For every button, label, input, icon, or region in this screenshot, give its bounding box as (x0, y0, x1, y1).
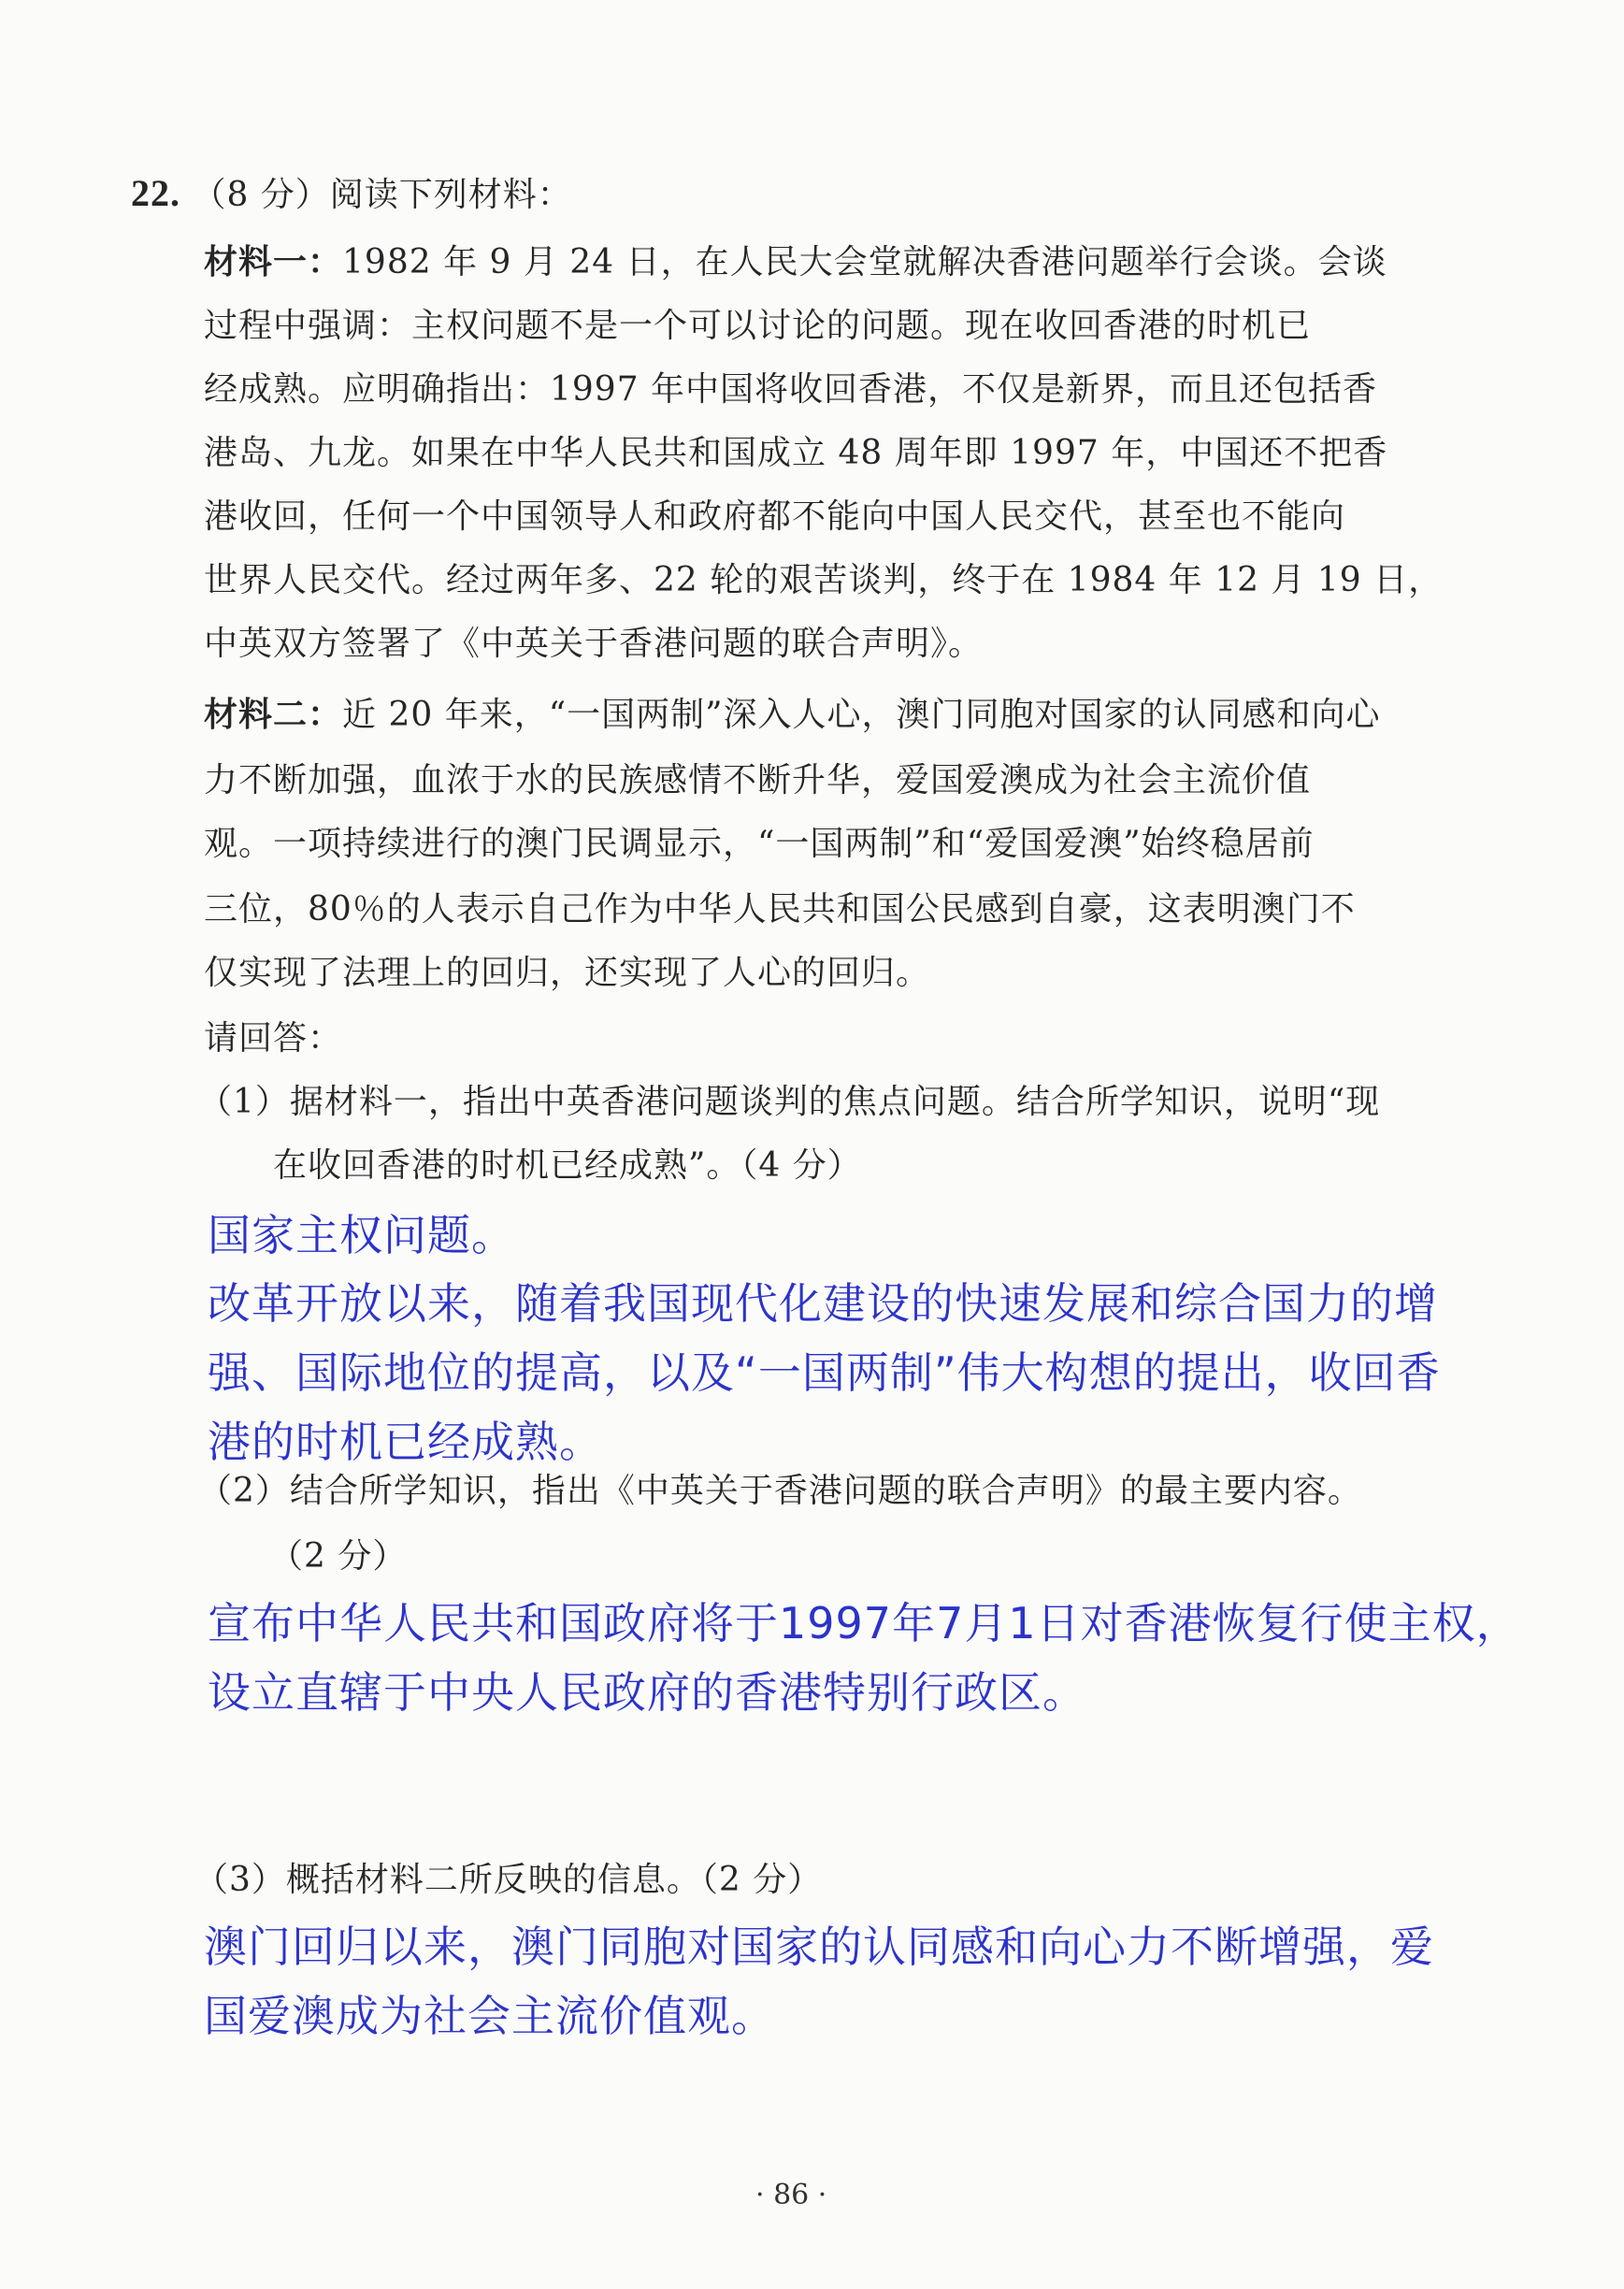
material1-line-4: 港岛、九龙。如果在中华人民共和国成立 48 周年即 1997 年，中国还不把香 (204, 434, 1388, 472)
sub-question-1-line-1: （1）据材料一，指出中英香港问题谈判的焦点问题。结合所学知识，说明“现 (198, 1083, 1381, 1121)
question-header (131, 168, 572, 216)
material2-line-1: 材料二：近 20 年来，“一国两制”深入人心，澳门同胞对国家的认同感和向心 (204, 695, 1381, 734)
material2-line-4: 三位，80％的人表示自己作为中华人民共和国公民感到自豪，这表明澳门不 (204, 890, 1356, 929)
material2-line-5: 仅实现了法理上的回归，还实现了人心的回归。 (204, 954, 931, 992)
answer-1-line-1: 国家主权问题。 (208, 1210, 515, 1260)
answer-2-line-2: 设立直辖于中央人民政府的香港特别行政区。 (208, 1667, 1086, 1718)
sub-question-1-line-2: 在收回香港的时机已经成熟”。（4 分） (273, 1146, 862, 1185)
material1-line-5: 港收回，任何一个中国领导人和政府都不能向中国人民交代，甚至也不能向 (204, 497, 1346, 536)
material2-label: 材料二： (204, 695, 343, 734)
material2-line-2: 力不断加强，血浓于水的民族感情不断升华，爱国爱澳成为社会主流价值 (204, 761, 1312, 799)
material1-line-3: 经成熟。应明确指出：1997 年中国将收回香港，不仅是新界，而且还包括香 (204, 370, 1378, 409)
question-number: 22. (131, 172, 180, 214)
sub-question-2-line-2: （2 分） (269, 1537, 408, 1576)
material2-line-3: 观。一项持续进行的澳门民调显示，“一国两制”和“爱国爱澳”始终稳居前 (204, 825, 1315, 863)
answer-1-line-4: 港的时机已经成熟。 (208, 1417, 603, 1467)
answer-1-line-2: 改革开放以来，随着我国现代化建设的快速发展和综合国力的增 (208, 1278, 1438, 1329)
answer-2-line-1: 宣布中华人民共和国政府将于1997年7月1日对香港恢复行使主权， (208, 1598, 1520, 1648)
answer-3-line-2: 国爱澳成为社会主流价值观。 (204, 1991, 775, 2041)
material1-line-6: 世界人民交代。经过两年多、22 轮的艰苦谈判，终于在 1984 年 12 月 19 日， (204, 561, 1444, 599)
material1-line-7: 中英双方签署了《中英关于香港问题的联合声明》。 (204, 625, 984, 663)
material1-line-1: 材料一：1982 年 9 月 24 日，在人民大会堂就解决香港问题举行会谈。会谈 (204, 242, 1387, 281)
question-intro: （8 分）阅读下列材料： (192, 176, 572, 214)
material1-label: 材料一： (204, 242, 343, 281)
answer-3-line-1: 澳门回归以来，澳门同胞对国家的认同感和向心力不断增强，爱 (204, 1922, 1434, 1972)
material1-line-2: 过程中强调：主权问题不是一个可以讨论的问题。现在收回香港的时机已 (204, 307, 1312, 345)
answer-1-line-3: 强、国际地位的提高，以及“一国两制”伟大构想的提出，收回香 (208, 1347, 1441, 1398)
prompt-text: 请回答： (204, 1019, 343, 1058)
sub-question-3-line-1: （3）概括材料二所反映的信息。（2 分） (194, 1861, 823, 1899)
sub-question-2-line-1: （2）结合所学知识，指出《中英关于香港问题的联合声明》的最主要内容。 (198, 1472, 1362, 1510)
page-number: · 86 · (755, 2179, 827, 2211)
